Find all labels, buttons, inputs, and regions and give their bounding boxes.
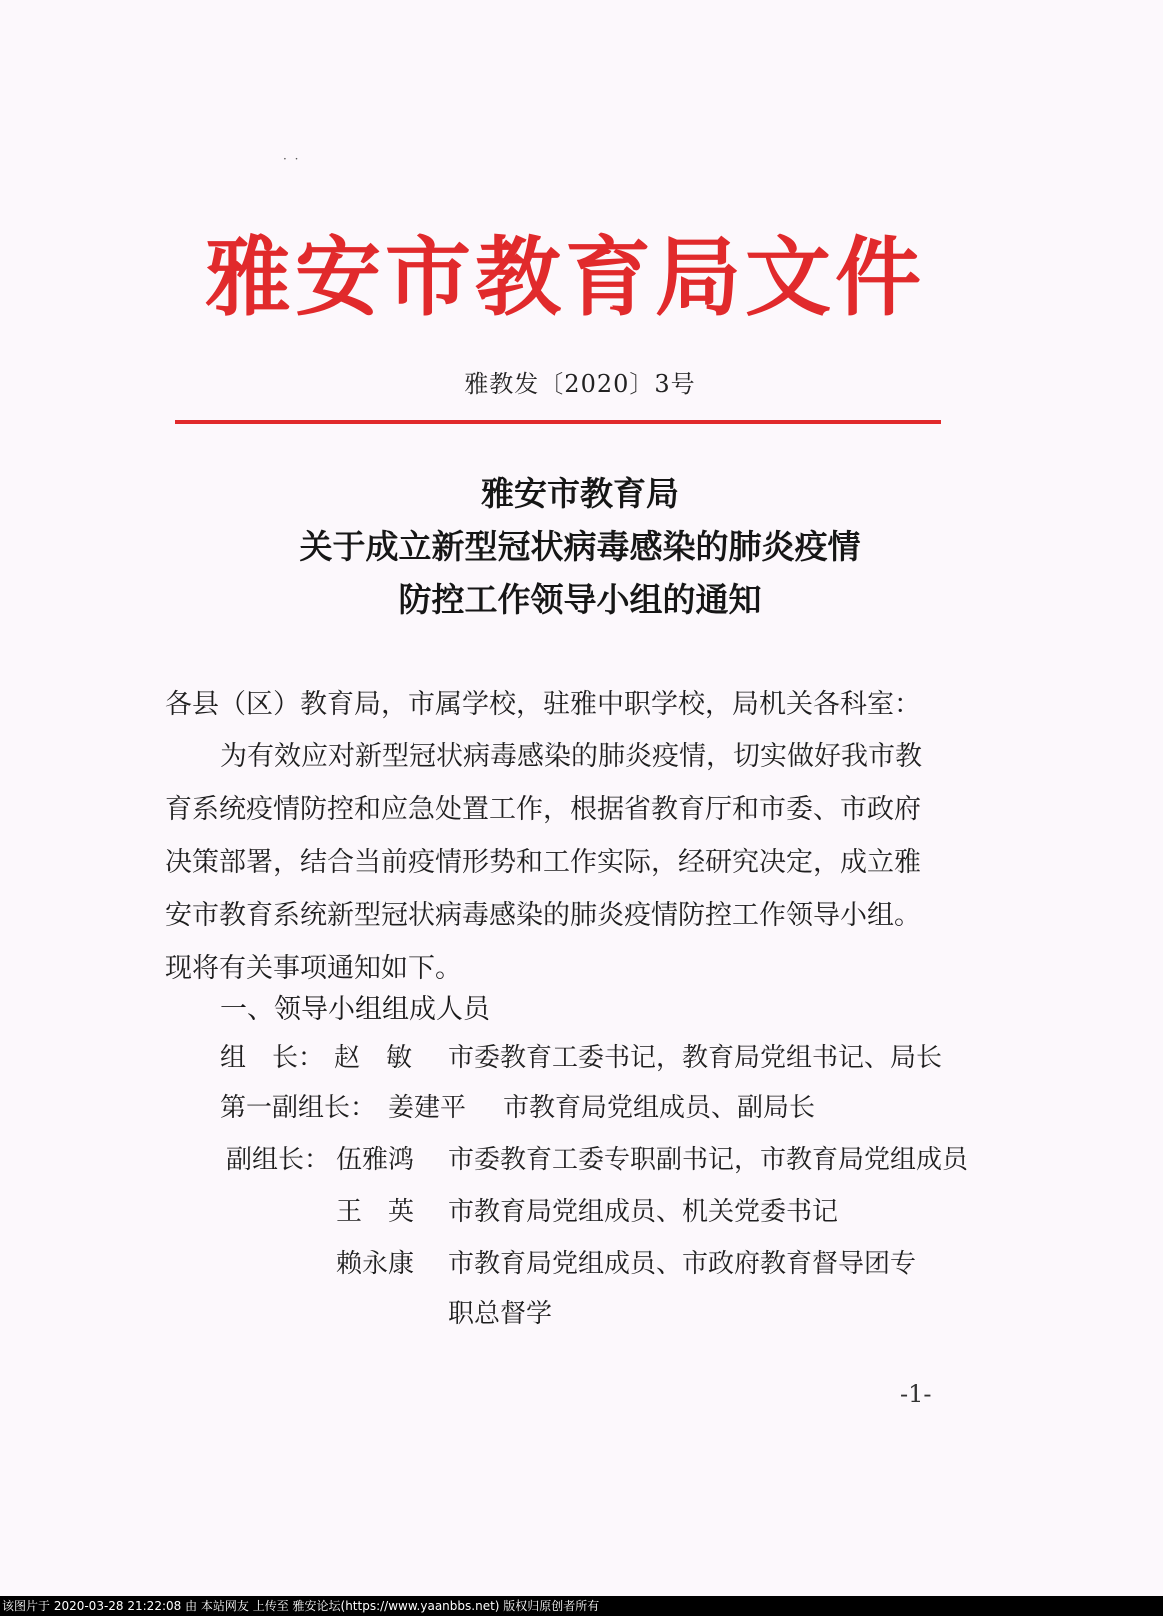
paragraph-line: 决策部署，结合当前疫情形势和工作实际，经研究决定，成立雅 (165, 847, 921, 878)
member-duty: 职总督学 (448, 1299, 553, 1329)
title-line-3: 防控工作领导小组的通知 (398, 580, 762, 619)
member-role: 组 长： (220, 1043, 325, 1073)
member-role: 第一副组长： (220, 1093, 377, 1123)
member-row (226, 1192, 966, 1232)
member-duty: 市教育局党组成员、机关党委书记 (448, 1197, 839, 1227)
body-paragraph (165, 730, 955, 995)
member-name: 赖永康 (336, 1249, 415, 1279)
title-line-1: 雅安市教育局 (481, 474, 679, 513)
member-row (220, 1038, 960, 1078)
member-duty: 市委教育工委书记，教育局党组书记、局长 (448, 1043, 943, 1073)
page-number: -1- (900, 1380, 932, 1408)
member-name: 赵 敏 (334, 1043, 413, 1073)
member-duty: 市委教育工委专职副书记，市教育局党组成员 (448, 1145, 969, 1175)
scan-artifact: · · (283, 152, 301, 166)
member-name: 姜建平 (388, 1093, 467, 1123)
member-name: 王 英 (336, 1197, 415, 1227)
section-heading: 一、领导小组组成人员 (220, 994, 490, 1025)
member-row (226, 1294, 966, 1334)
member-row (220, 1088, 960, 1128)
paragraph-line: 现将有关事项通知如下。 (165, 953, 462, 984)
member-role: 副组长： (226, 1145, 331, 1175)
member-duty: 市教育局党组成员、副局长 (503, 1093, 816, 1123)
paragraph-line: 安市教育系统新型冠状病毒感染的肺炎疫情防控工作领导小组。 (165, 900, 921, 931)
paragraph-line: 育系统疫情防控和应急处置工作，根据省教育厅和市委、市政府 (165, 794, 921, 825)
salutation: 各县（区）教育局，市属学校，驻雅中职学校，局机关各科室： (165, 689, 921, 720)
agency-document-header: 雅安市教育局文件 (205, 227, 925, 328)
upload-footer-bar: 该图片于 2020-03-28 21:22:08 由 本站网友 上传至 雅安论坛(https://www.yaanbbs.net) 版权归原创者所有 (0, 1596, 1163, 1616)
title-line-2: 关于成立新型冠状病毒感染的肺炎疫情 (299, 527, 861, 566)
member-name: 伍雅鸿 (336, 1145, 415, 1175)
red-divider-line (175, 420, 941, 424)
member-row (226, 1244, 966, 1284)
paragraph-line: 为有效应对新型冠状病毒感染的肺炎疫情，切实做好我市教 (220, 741, 922, 772)
document-title (150, 467, 1010, 626)
member-duty: 市教育局党组成员、市政府教育督导团专 (448, 1249, 917, 1279)
member-row (226, 1140, 969, 1180)
document-number: 雅教发〔2020〕3号 (464, 370, 696, 398)
